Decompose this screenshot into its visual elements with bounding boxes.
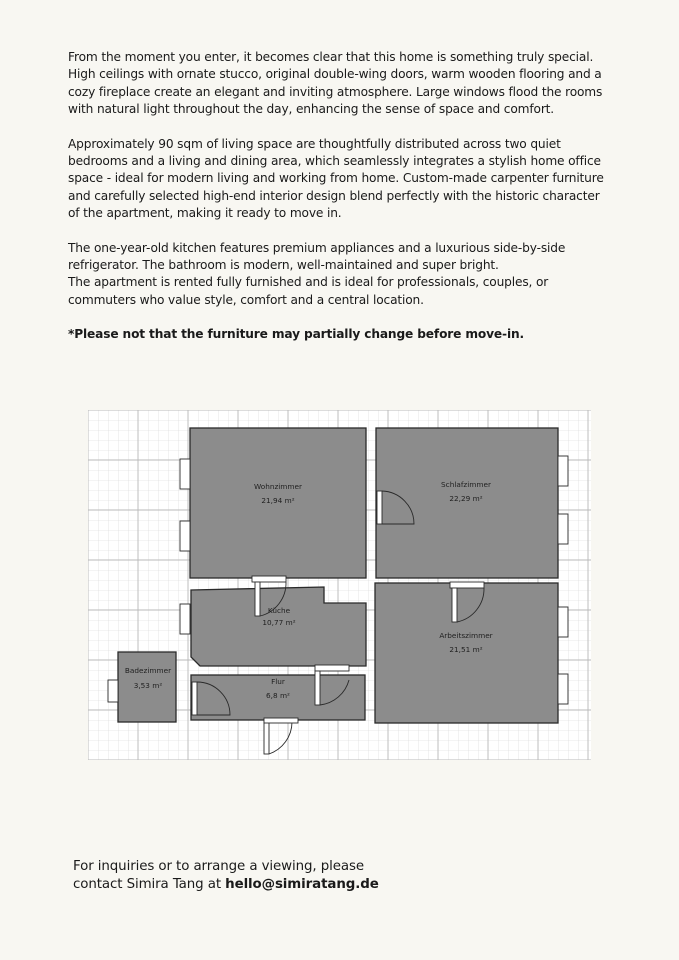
- window: [558, 607, 568, 637]
- furniture-note: *Please not that the furniture may partially change before move-in.: [68, 327, 524, 342]
- window: [180, 521, 190, 551]
- door-leaf: [255, 582, 260, 616]
- room-area: 10,77 m²: [262, 618, 296, 627]
- room-label: Wohnzimmer: [253, 482, 303, 491]
- door-leaf: [264, 720, 269, 754]
- door-frame: [264, 718, 298, 723]
- room-label: Küche: [267, 606, 291, 615]
- door-leaf: [315, 671, 320, 705]
- window: [558, 514, 568, 544]
- window: [180, 459, 190, 489]
- window: [558, 674, 568, 704]
- room-schlafzimmer: [376, 428, 558, 578]
- room-label: Badezimmer: [124, 666, 172, 675]
- door-leaf: [192, 682, 197, 715]
- room-area: 21,94 m²: [261, 496, 295, 505]
- window: [558, 456, 568, 486]
- paragraph-living-space: Approximately 90 sqm of living space are thoughtfully distributed across two quiet bedrooms and a living and dining area, which seamlessly integrates a stylish home office space - ideal for modern living and working from home. Custom-made carpenter furniture and carefully selected high-end interior design blend perfectly with the historic character of the apartment, making it ready to move in.: [68, 136, 604, 221]
- door-leaf: [377, 491, 382, 524]
- window: [108, 680, 118, 702]
- room-label: Schlafzimmer: [441, 480, 491, 489]
- contact-line-1: For inquiries or to arrange a viewing, please: [73, 859, 365, 874]
- door-leaf: [452, 588, 457, 622]
- window: [180, 604, 190, 634]
- room-label: Flur: [271, 677, 285, 686]
- contact-line-2: [73, 876, 493, 894]
- floor-plan: [88, 410, 591, 760]
- email-link[interactable]: hello@simiratang.de: [225, 877, 379, 893]
- contact-info: [73, 858, 493, 895]
- room-area: 3,53 m²: [133, 681, 163, 690]
- paragraph-intro: From the moment you enter, it becomes clear that this home is something truly special. High ceilings with ornate stucco, original double-wing doors, warm wooden flooring and a cozy fireplace create an elegant and inviting atmosphere. Large windows flood the rooms with natural light throughout the day, enhancing the sense of space and comfort.: [68, 50, 603, 117]
- door-frame: [252, 576, 286, 582]
- description-text: [68, 49, 613, 361]
- room-area: 6,8 m²: [266, 691, 290, 700]
- room-area: 21,51 m²: [449, 645, 483, 654]
- contact-prefix: contact Simira Tang at: [73, 877, 226, 893]
- paragraph-kitchen: The one-year-old kitchen features premium appliances and a luxurious side-by-side refrigerator. The bathroom is modern, well-maintained and super bright.: [68, 240, 566, 273]
- paragraph-furnished: The apartment is rented fully furnished and is ideal for professionals, couples, or commuters who value style, comfort and a central location.: [68, 275, 549, 307]
- room-label: Arbeitszimmer: [439, 631, 493, 640]
- room-area: 22,29 m²: [449, 494, 483, 503]
- door-frame: [315, 665, 349, 671]
- door-frame: [450, 582, 484, 588]
